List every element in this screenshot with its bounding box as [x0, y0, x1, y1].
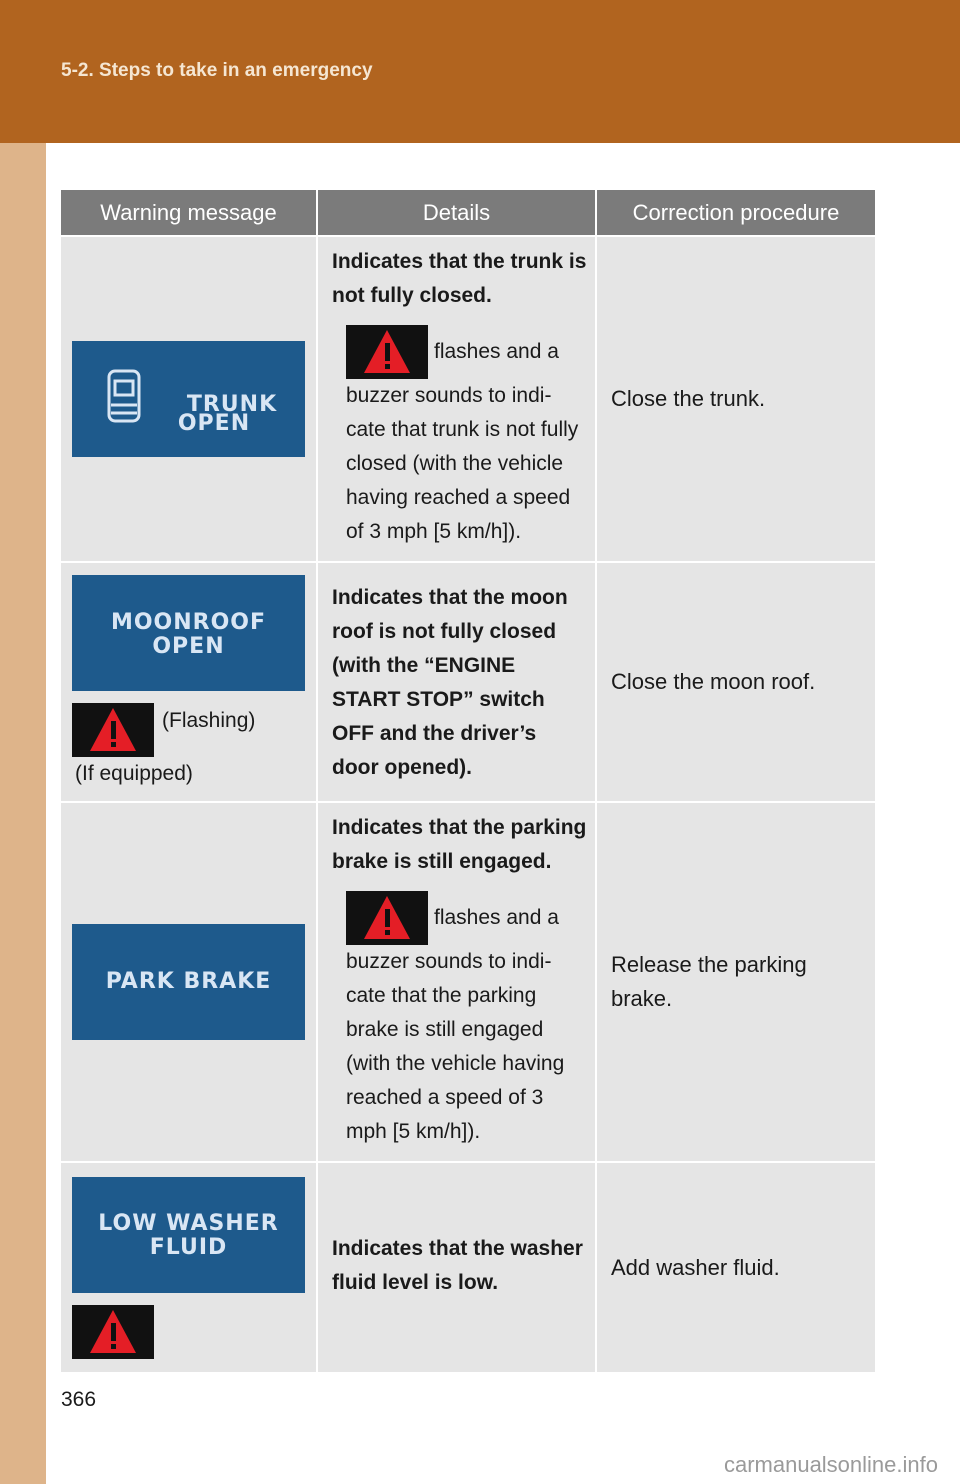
- details-cell: [317, 1162, 596, 1372]
- table-header-row: [61, 190, 875, 236]
- warning-message-table: [61, 190, 875, 1372]
- display-line-2: FLUID: [149, 1234, 228, 1260]
- watermark: carmanualsonline.info: [723, 1452, 938, 1477]
- table-row-park-brake: [61, 802, 875, 1162]
- correction-cell: [596, 236, 875, 562]
- details-line: of 3 mph [5 km/h]).: [346, 520, 522, 543]
- col-header-warning-message: Warning message: [61, 190, 317, 236]
- details-line: reached a speed of 3: [346, 1086, 544, 1109]
- details-cell: [317, 562, 596, 802]
- correction-cell: [596, 1162, 875, 1372]
- section-title: 5-2. Steps to take in an emergency: [61, 60, 373, 81]
- warning-cell: [61, 562, 317, 802]
- page-header: [0, 0, 960, 143]
- details-bold-line: roof is not fully closed: [332, 620, 557, 643]
- table-row-trunk-open: [61, 236, 875, 562]
- display-line-2: OPEN: [152, 634, 225, 659]
- display-line-1: PARK BRAKE: [105, 969, 272, 994]
- table-row-moonroof-open: [61, 562, 875, 802]
- details-line: brake is still engaged: [346, 1018, 544, 1041]
- warning-triangle-icon: [346, 325, 428, 379]
- details-line: (with the vehicle having: [346, 1052, 565, 1075]
- side-tab-strip: [0, 143, 46, 1484]
- details-bold-line: brake is still engaged.: [332, 850, 552, 873]
- display-line-1: MOONROOF: [110, 610, 267, 635]
- display-line-1: LOW WASHER: [98, 1210, 279, 1236]
- park-brake-display: [72, 924, 305, 1040]
- details-cell: [317, 236, 596, 562]
- if-equipped-label: (If equipped): [75, 762, 193, 785]
- details-bold-line: Indicates that the trunk is: [332, 250, 587, 273]
- trunk-open-display: [72, 341, 305, 457]
- trunk-icon: [106, 369, 142, 423]
- details-line: buzzer sounds to indi-: [346, 950, 552, 973]
- details-line: buzzer sounds to indi-: [346, 384, 552, 407]
- page-number: 366: [61, 1388, 97, 1411]
- correction-cell: [596, 562, 875, 802]
- correction-text: Close the moon roof.: [611, 669, 816, 694]
- correction-text: Add washer fluid.: [611, 1254, 780, 1280]
- correction-text: brake.: [611, 986, 673, 1011]
- details-bold-line: Indicates that the moon: [332, 586, 568, 609]
- details-bold-line: Indicates that the parking: [332, 816, 587, 839]
- flashing-label: (Flashing): [162, 709, 256, 732]
- warning-triangle-icon: [346, 891, 428, 945]
- details-bold-line: door opened).: [332, 756, 472, 779]
- details-text: flashes and a: [434, 906, 559, 929]
- warning-triangle-icon: [72, 703, 154, 757]
- correction-cell: [596, 802, 875, 1162]
- low-washer-fluid-display: [72, 1177, 305, 1293]
- warning-cell: [61, 802, 317, 1162]
- display-line-1: TRUNK: [186, 392, 278, 417]
- warning-cell: [61, 1162, 317, 1372]
- details-bold-line: not fully closed.: [332, 284, 492, 307]
- warning-triangle-icon: [72, 1305, 154, 1359]
- details-text: flashes and a: [434, 340, 559, 363]
- correction-text: Close the trunk.: [611, 386, 766, 411]
- moonroof-open-display: [72, 575, 305, 691]
- correction-text: Release the parking: [611, 952, 807, 977]
- warning-cell: [61, 236, 317, 562]
- details-line: mph [5 km/h]).: [346, 1120, 481, 1143]
- details-line: closed (with the vehicle: [346, 452, 564, 475]
- details-cell: [317, 802, 596, 1162]
- details-line: cate that the parking: [346, 984, 537, 1007]
- details-line: having reached a speed: [346, 486, 571, 509]
- details-bold-line: Indicates that the washer: [332, 1236, 583, 1260]
- details-bold-line: OFF and the driver’s: [332, 722, 537, 745]
- col-header-details: Details: [317, 190, 596, 236]
- col-header-correction: Correction procedure: [596, 190, 875, 236]
- details-bold-line: fluid level is low.: [332, 1270, 499, 1294]
- display-line-2: OPEN: [177, 411, 251, 436]
- details-line: cate that trunk is not fully: [346, 418, 579, 441]
- details-bold-line: START STOP” switch: [332, 688, 545, 711]
- details-bold-line: (with the “ENGINE: [332, 654, 516, 677]
- table-row-low-washer-fluid: [61, 1162, 875, 1372]
